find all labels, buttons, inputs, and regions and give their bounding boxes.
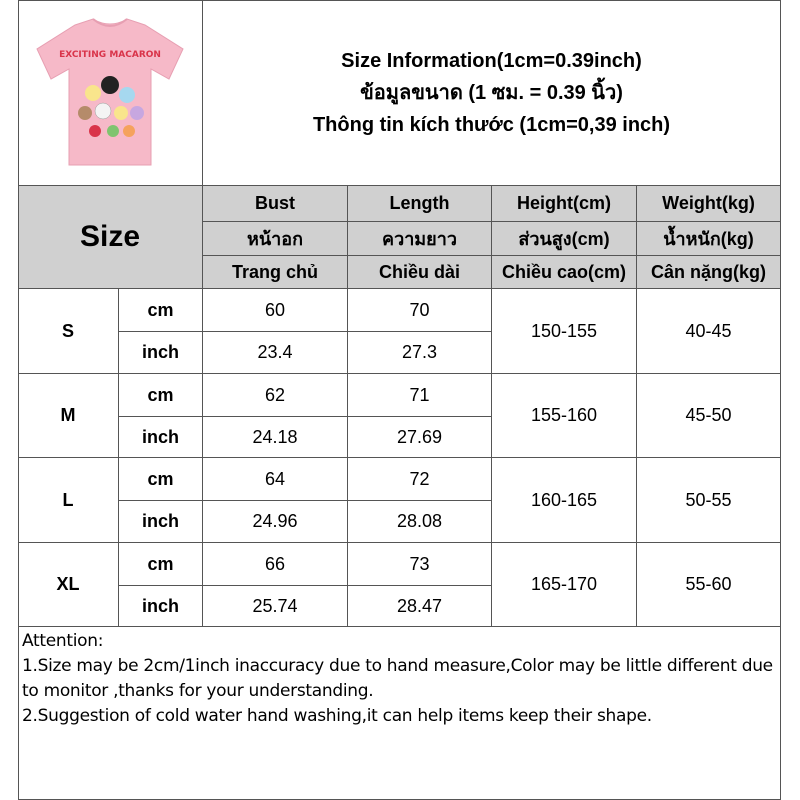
header-height-th: ส่วนสูง(cm) [492,222,637,256]
notes-heading: Attention: [22,631,104,651]
header-bust-vi: Trang chủ [203,256,348,289]
info-line-vi: Thông tin kích thước (1cm=0,39 inch) [312,113,671,136]
length-cm: 70 [348,289,492,332]
note-item: 2.Suggestion of cold water hand washing,it can help items keep their shape. [22,706,652,726]
header-length-en: Length [348,186,492,222]
unit-cm: cm [119,374,203,417]
tshirt-image [23,13,198,173]
note-item: 1.Size may be 2cm/1inch inaccuracy due to hand measure,Color may be little different due to monitor ,thanks for your understanding. [22,656,773,701]
length-cm: 71 [348,374,492,417]
header-bust-th: หน้าอก [203,222,348,256]
product-image-cell [18,0,203,186]
weight-range: 40-45 [637,289,781,374]
bust-cm: 62 [203,374,348,417]
length-cm: 72 [348,458,492,501]
size-header: Size [18,186,203,289]
length-inch: 27.69 [348,417,492,458]
height-range: 160-165 [492,458,637,543]
attention-notes [18,627,781,800]
header-bust-en: Bust [203,186,348,222]
header-height-vi: Chiều cao(cm) [492,256,637,289]
weight-range: 45-50 [637,374,781,458]
size-information-title [203,0,781,186]
size-label: XL [18,543,119,627]
length-cm: 73 [348,543,492,586]
unit-inch: inch [119,417,203,458]
length-inch: 27.3 [348,332,492,374]
weight-range: 50-55 [637,458,781,543]
bust-inch: 23.4 [203,332,348,374]
unit-inch: inch [119,586,203,627]
header-height-en: Height(cm) [492,186,637,222]
unit-cm: cm [119,543,203,586]
print-text: EXCITING MACARON [58,49,161,60]
height-range: 155-160 [492,374,637,458]
bust-cm: 64 [203,458,348,501]
unit-cm: cm [119,458,203,501]
size-label: M [18,374,119,458]
unit-cm: cm [119,289,203,332]
bust-cm: 66 [203,543,348,586]
height-range: 150-155 [492,289,637,374]
info-line-en: Size Information(1cm=0.39inch) [341,49,642,72]
weight-range: 55-60 [637,543,781,627]
unit-inch: inch [119,501,203,543]
size-label: S [18,289,119,374]
header-length-vi: Chiều dài [348,256,492,289]
header-weight-th: น้ำหนัก(kg) [637,222,781,256]
bust-inch: 24.18 [203,417,348,458]
bust-inch: 25.74 [203,586,348,627]
length-inch: 28.08 [348,501,492,543]
bust-inch: 24.96 [203,501,348,543]
size-label: L [18,458,119,543]
length-inch: 28.47 [348,586,492,627]
header-weight-vi: Cân nặng(kg) [637,256,781,289]
header-weight-en: Weight(kg) [637,186,781,222]
info-line-th: ข้อมูลขนาด (1 ซม. = 0.39 นิ้ว) [360,81,623,104]
unit-inch: inch [119,332,203,374]
bust-cm: 60 [203,289,348,332]
header-length-th: ความยาว [348,222,492,256]
height-range: 165-170 [492,543,637,627]
